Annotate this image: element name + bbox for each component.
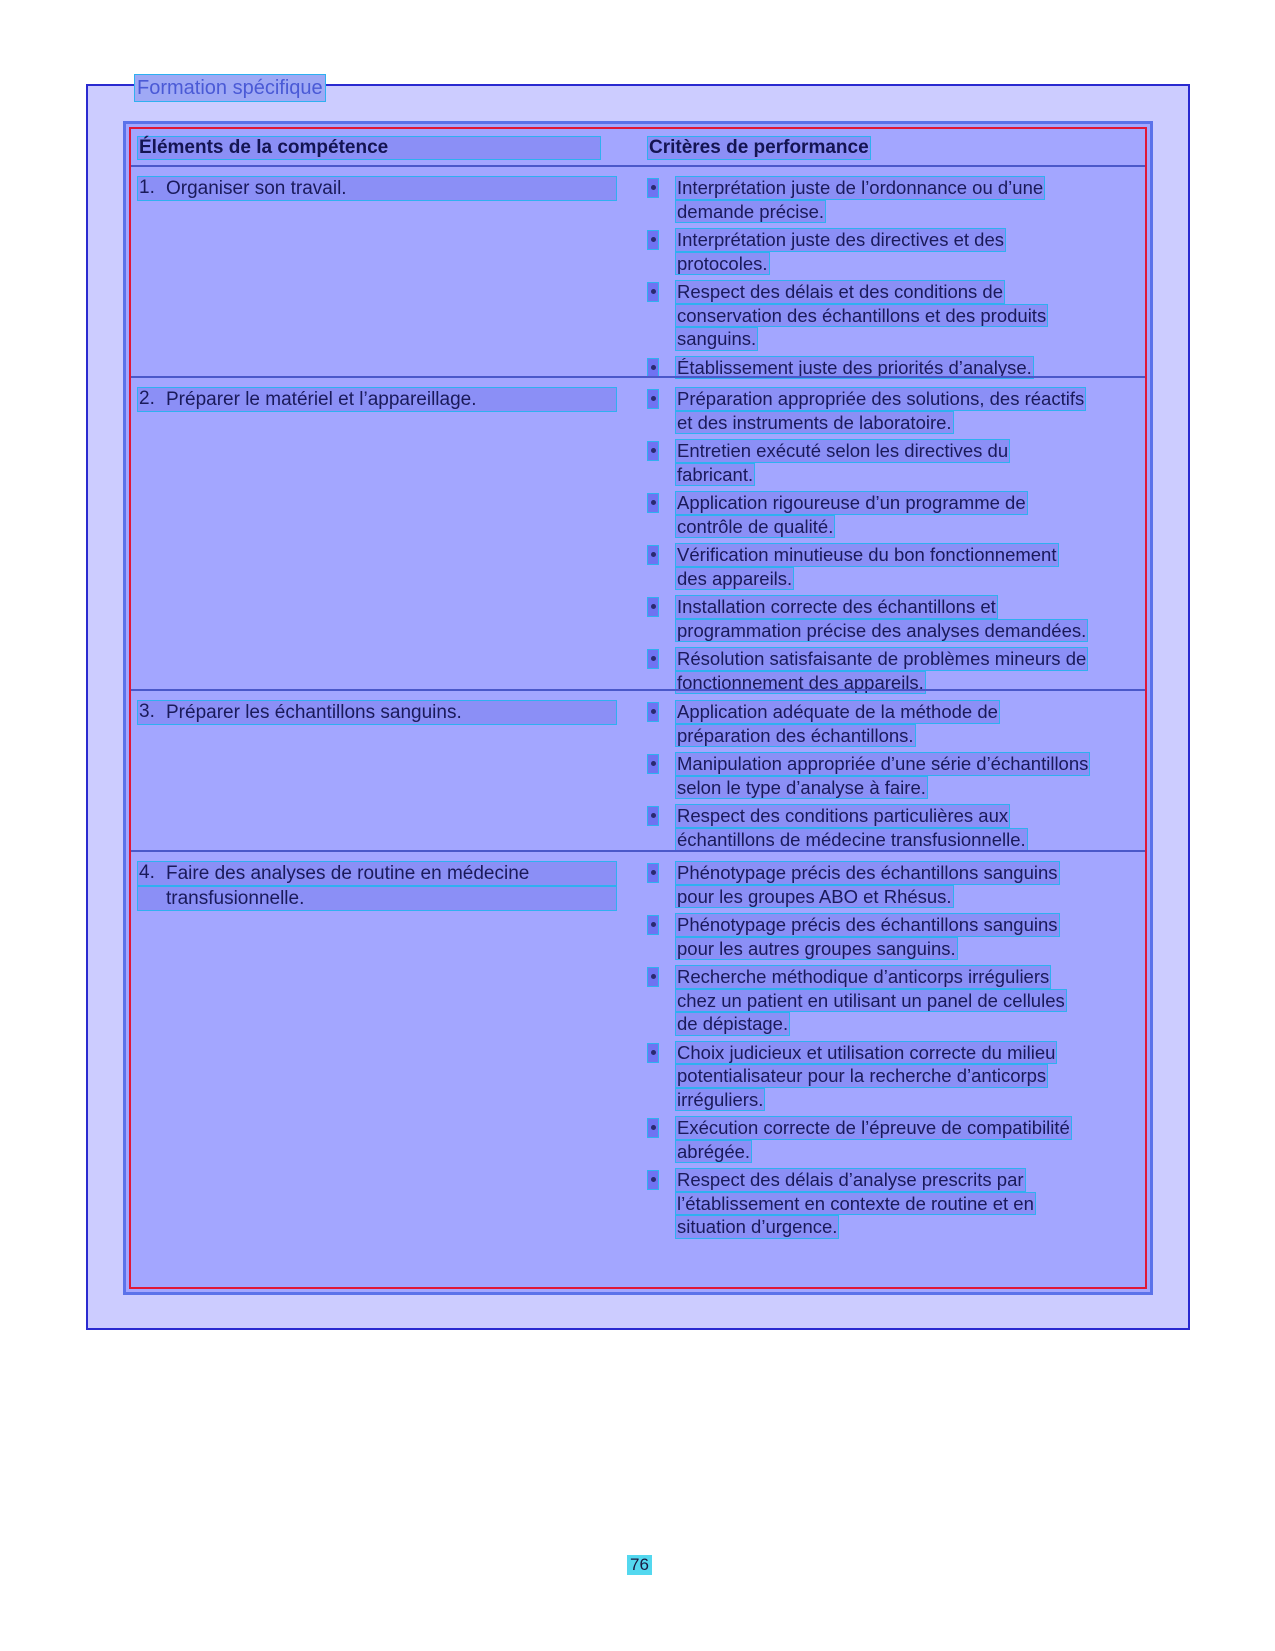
criterion-text — [675, 1168, 1147, 1239]
criterion-line: et des instruments de laboratoire. — [677, 411, 952, 433]
element-number: 3. — [139, 701, 155, 722]
criterion-item — [647, 1041, 1147, 1112]
bullet-icon — [647, 493, 659, 513]
criterion-text — [675, 595, 1147, 642]
criterion-line: Entretien exécuté selon les directives du — [677, 440, 1009, 461]
criterion-item — [647, 913, 1147, 960]
bullet-icon — [647, 389, 659, 409]
criterion-text — [675, 700, 1147, 747]
criterion-text — [675, 491, 1147, 538]
criterion-item — [647, 1116, 1147, 1163]
element-cell — [137, 176, 617, 201]
bullet-icon — [647, 282, 659, 302]
criterion-text — [675, 1041, 1147, 1112]
header-elements-cell — [137, 136, 617, 160]
criteria-cell — [647, 700, 1147, 856]
bullet-icon — [647, 649, 659, 669]
element-cell — [137, 387, 617, 412]
criterion-line: Respect des délais d’analyse prescrits par — [677, 1169, 1024, 1190]
criterion-line: Résolution satisfaisante de problèmes mineurs de — [677, 648, 1087, 669]
criterion-line: échantillons de médecine transfusionnelle. — [677, 828, 1026, 850]
criterion-line: sanguins. — [677, 328, 757, 349]
criterion-text — [675, 176, 1147, 223]
criterion-line: pour les groupes ABO et Rhésus. — [677, 885, 952, 907]
bullet-icon — [647, 915, 659, 935]
criterion-item — [647, 1168, 1147, 1239]
section-title: Formation spécifique — [134, 74, 326, 102]
criterion-text — [675, 543, 1147, 590]
page-number: 76 — [627, 1555, 652, 1575]
criterion-line: Interprétation juste de l’ordonnance ou d’une — [677, 177, 1044, 198]
criterion-line: Application rigoureuse d’un programme de — [677, 492, 1026, 513]
criteria-cell — [647, 861, 1147, 1244]
bullet-icon — [647, 1170, 659, 1190]
element-text: transfusionnelle. — [137, 886, 617, 911]
criterion-item — [647, 176, 1147, 223]
competence-table — [123, 121, 1153, 1295]
criterion-line: préparation des échantillons. — [677, 724, 914, 746]
criterion-line: l’établissement en contexte de routine et en — [677, 1192, 1034, 1214]
criteria-cell — [647, 176, 1147, 384]
bullet-icon — [647, 178, 659, 198]
criterion-item — [647, 595, 1147, 642]
criterion-item — [647, 752, 1147, 799]
criterion-item — [647, 804, 1147, 851]
criterion-text — [675, 752, 1147, 799]
criterion-item — [647, 280, 1147, 351]
criterion-line: contrôle de qualité. — [677, 515, 834, 537]
criterion-item — [647, 647, 1147, 694]
criterion-line: protocoles. — [677, 252, 768, 274]
element-text: Préparer les échantillons sanguins. — [137, 700, 617, 725]
criterion-line: demande précise. — [677, 200, 825, 222]
table-row — [131, 689, 1145, 851]
criterion-line: irréguliers. — [677, 1088, 764, 1110]
table-row — [131, 850, 1145, 1292]
bullet-icon — [647, 358, 659, 378]
criterion-line: Exécution correcte de l’épreuve de compatibilité — [677, 1117, 1070, 1138]
criterion-text — [675, 965, 1147, 1036]
criteria-cell — [647, 387, 1147, 699]
element-line — [137, 387, 617, 412]
criterion-text — [675, 647, 1147, 694]
criterion-text — [675, 439, 1147, 486]
bullet-icon — [647, 597, 659, 617]
bullet-icon — [647, 1043, 659, 1063]
criterion-text — [675, 804, 1147, 851]
element-line — [137, 861, 617, 886]
criterion-line: Manipulation appropriée d’une série d’échantillons — [677, 753, 1089, 774]
criterion-line: fabricant. — [677, 463, 754, 485]
bullet-icon — [647, 441, 659, 461]
criterion-line: Application adéquate de la méthode de — [677, 701, 998, 722]
criterion-item — [647, 543, 1147, 590]
criterion-text — [675, 1116, 1147, 1163]
bullet-icon — [647, 1118, 659, 1138]
criterion-line: Respect des délais et des conditions de — [677, 281, 1004, 302]
header-criteria-cell — [647, 136, 1147, 160]
bullet-icon — [647, 754, 659, 774]
criterion-line: Phénotypage précis des échantillons sanguins — [677, 914, 1058, 935]
element-cell — [137, 861, 617, 911]
criterion-line: conservation des échantillons et des produits — [677, 304, 1047, 326]
criterion-line: selon le type d’analyse à faire. — [677, 776, 926, 798]
criterion-line: potentialisateur pour la recherche d’anticorps — [677, 1065, 1047, 1086]
criterion-line: abrégée. — [677, 1140, 751, 1162]
bullet-icon — [647, 545, 659, 565]
element-text: Préparer le matériel et l’appareillage. — [137, 387, 617, 412]
criterion-line: Préparation appropriée des solutions, des réactifs — [677, 388, 1085, 409]
criterion-text — [675, 913, 1147, 960]
criterion-text — [675, 387, 1147, 434]
bullet-icon — [647, 702, 659, 722]
criterion-text — [675, 280, 1147, 351]
criterion-line: programmation précise des analyses demandées. — [677, 619, 1087, 641]
criterion-item — [647, 965, 1147, 1036]
criterion-item — [647, 700, 1147, 747]
table-row — [131, 376, 1145, 693]
criterion-line: Vérification minutieuse du bon fonctionnement — [677, 544, 1057, 565]
criterion-line: Installation correcte des échantillons et — [677, 596, 996, 617]
table-row — [131, 165, 1145, 377]
criterion-line: Phénotypage précis des échantillons sanguins — [677, 862, 1058, 883]
bullet-icon — [647, 863, 659, 883]
competence-table-inner — [129, 127, 1147, 1289]
criterion-text — [675, 228, 1147, 275]
criterion-item — [647, 861, 1147, 908]
element-line — [137, 176, 617, 201]
criterion-item — [647, 387, 1147, 434]
criterion-line: Interprétation juste des directives et des — [677, 229, 1005, 250]
element-line — [137, 886, 617, 911]
criterion-line: fonctionnement des appareils. — [677, 671, 924, 693]
criterion-line: des appareils. — [677, 567, 793, 589]
element-text: Faire des analyses de routine en médecine — [137, 861, 617, 886]
bullet-icon — [647, 967, 659, 987]
criterion-line: Recherche méthodique d’anticorps irréguliers — [677, 966, 1050, 987]
criterion-line: Respect des conditions particulières aux — [677, 805, 1009, 826]
element-number: 4. — [139, 862, 155, 883]
criterion-item — [647, 491, 1147, 538]
criterion-line: chez un patient en utilisant un panel de cellules — [677, 989, 1065, 1011]
element-number: 1. — [139, 177, 155, 198]
bullet-icon — [647, 806, 659, 826]
table-header-row — [131, 129, 1145, 165]
bullet-icon — [647, 230, 659, 250]
criterion-line: Établissement juste des priorités d’analyse. — [677, 356, 1032, 378]
criterion-line: de dépistage. — [677, 1013, 789, 1034]
element-text: Organiser son travail. — [137, 176, 617, 201]
header-elements-label: Éléments de la compétence — [137, 136, 601, 160]
element-cell — [137, 700, 617, 725]
criterion-item — [647, 228, 1147, 275]
criterion-item — [647, 439, 1147, 486]
criterion-line: pour les autres groupes sanguins. — [677, 937, 956, 959]
criterion-line: Choix judicieux et utilisation correcte du milieu — [677, 1041, 1056, 1063]
criterion-text — [675, 861, 1147, 908]
criterion-line: situation d’urgence. — [677, 1216, 838, 1237]
element-number: 2. — [139, 388, 155, 409]
header-criteria-label: Critères de performance — [649, 137, 869, 158]
element-line — [137, 700, 617, 725]
